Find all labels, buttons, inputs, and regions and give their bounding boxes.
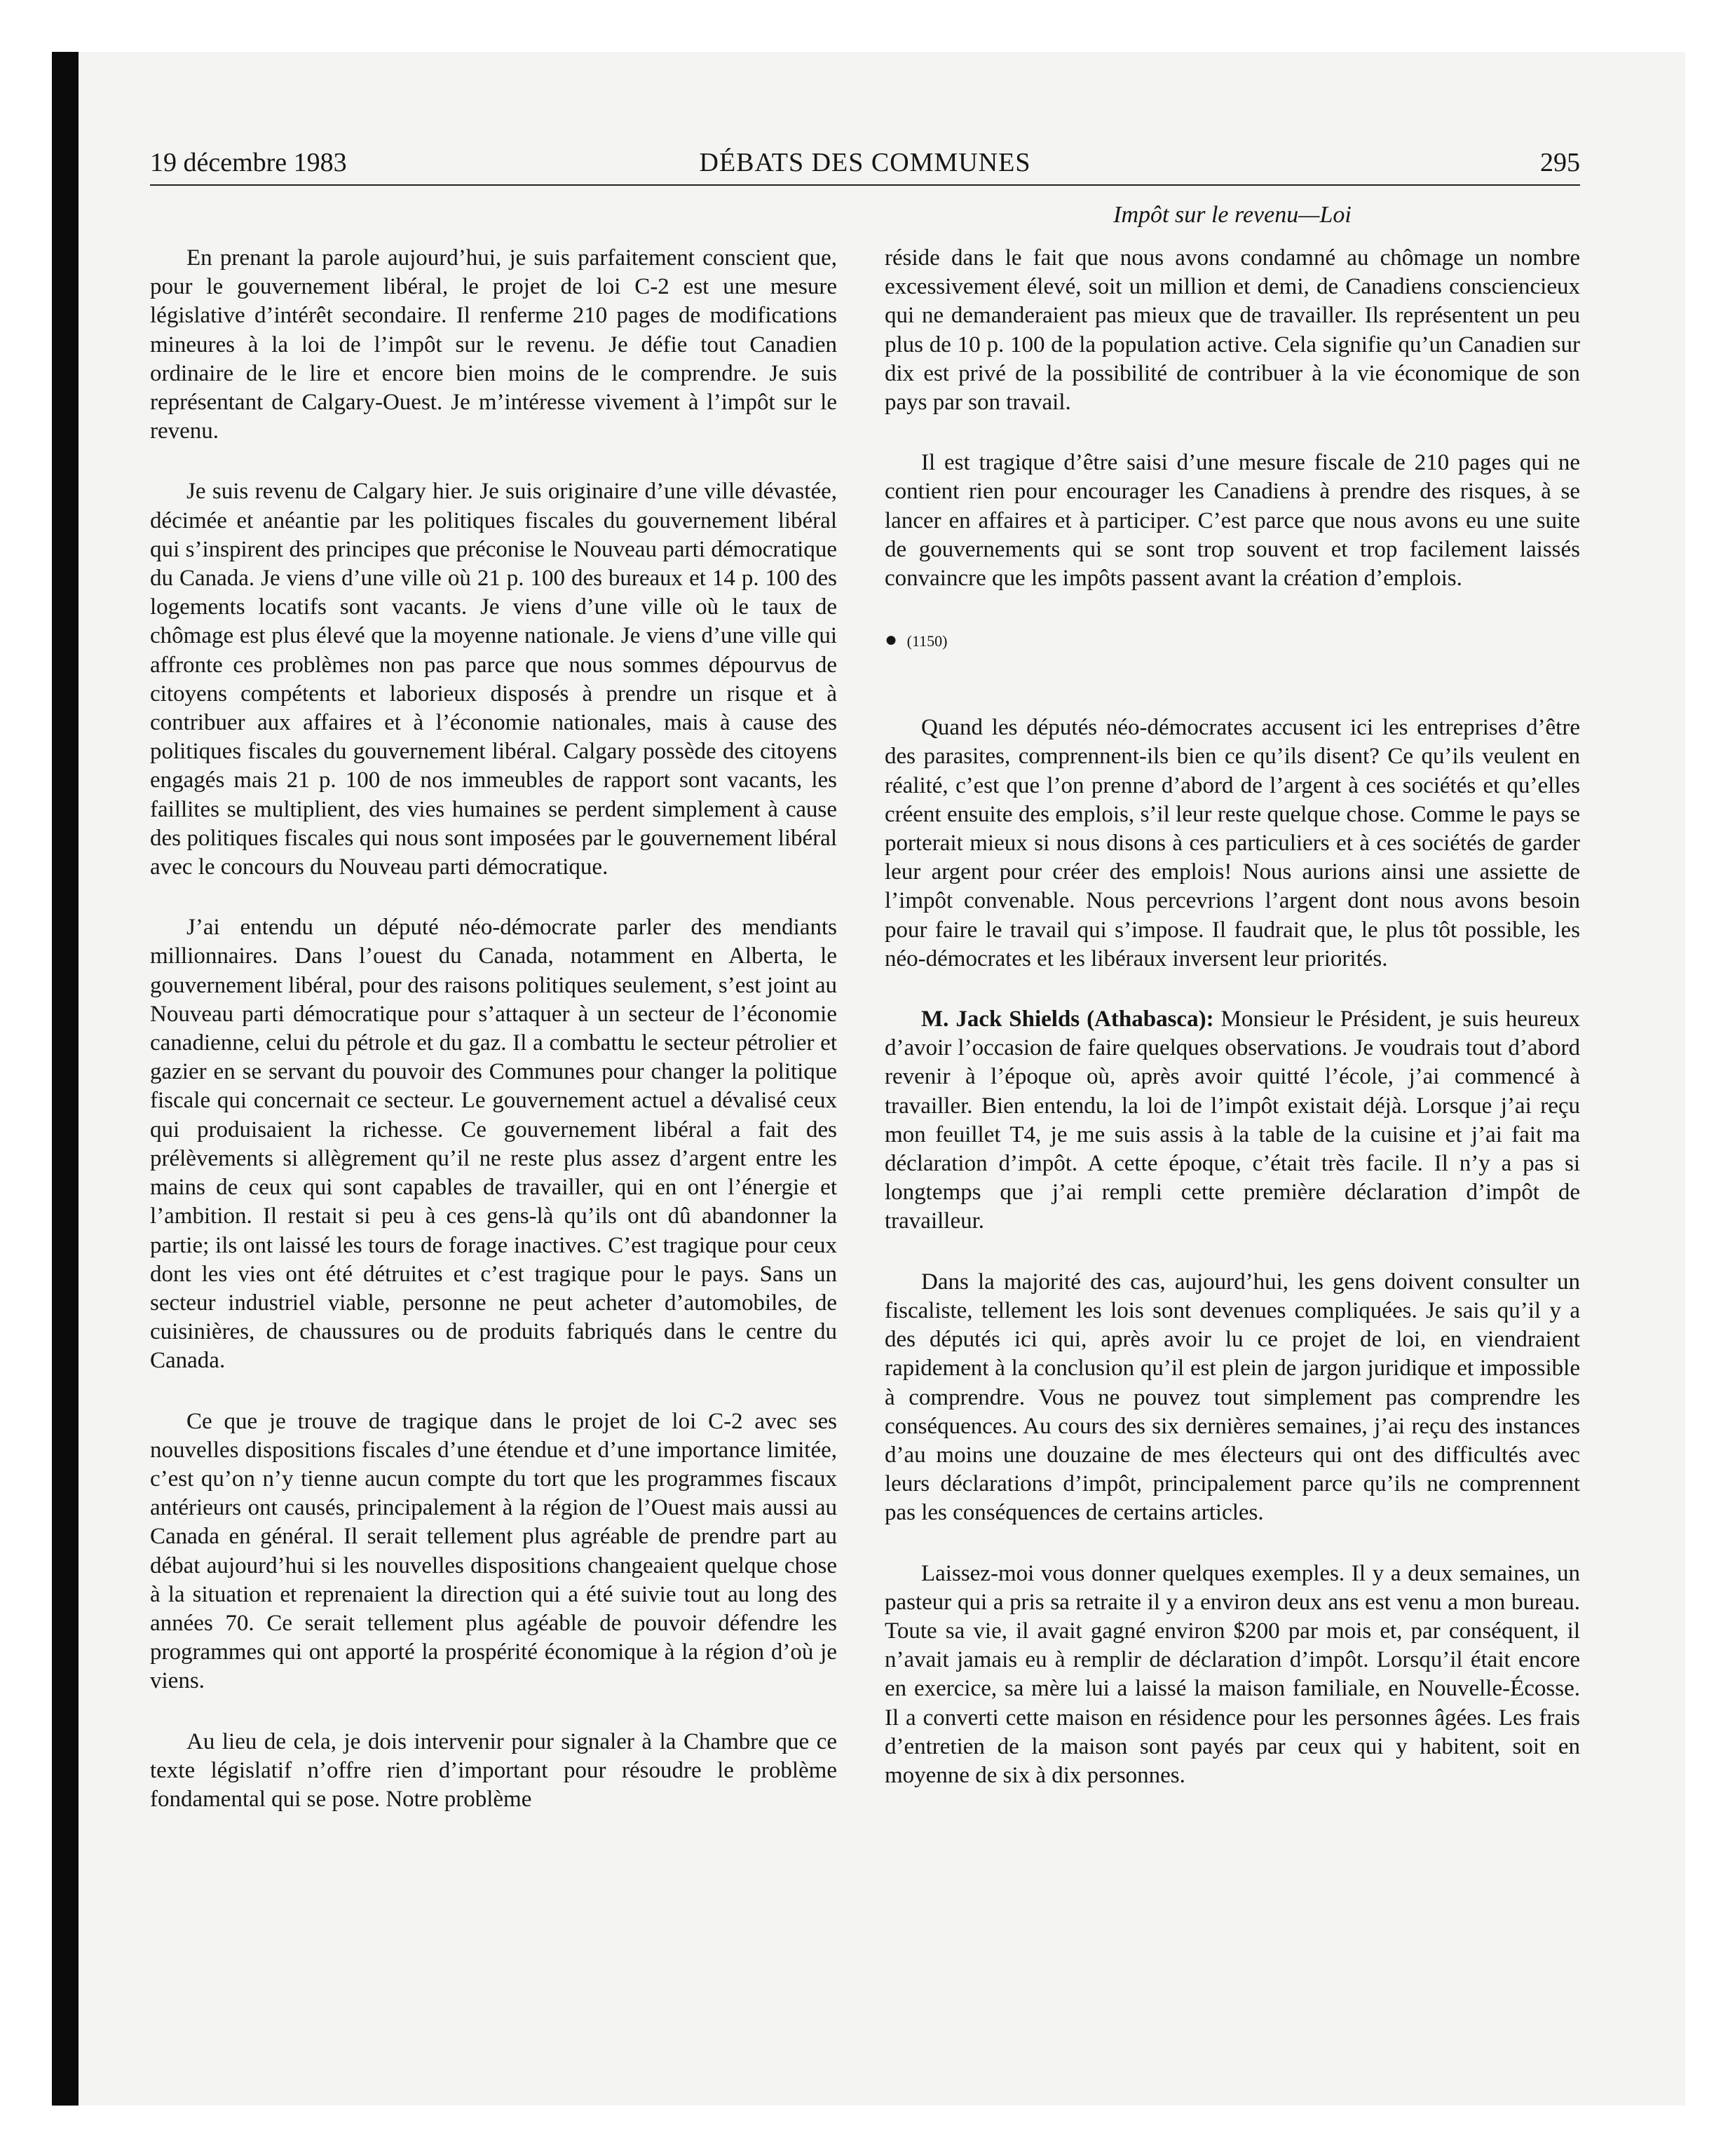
page-number: 295 (1540, 148, 1580, 177)
header-date: 19 décembre 1983 (150, 148, 347, 177)
paragraph: Je suis revenu de Calgary hier. Je suis originaire d’une ville dévastée, décimée et anéantie par les politiques fiscales du gouvernement libéral qui s’inspirent des principes que préconise le Nouveau parti démocratique du Canada. Je viens d’une ville où 21 p. 100 des bureaux et 14 p. 100 des logements locatifs sont vacants. Je viens d’une ville où le taux de chômage est plus élevé que la moyenne nationale. Je viens d’une ville qui affronte ces problèmes non pas parce que nous sommes dépourvus de citoyens compétents et laborieux disposés à prendre un risque et à contribuer aux affaires et à l’économie nationales, mais à cause des politiques fiscales du gouvernement libéral. Calgary possède des citoyens engagés mais 21 p. 100 de nos immeubles de rapport sont vacants, les faillites se multiplient, des vies humaines se perdent simplement à cause des politiques fiscales qui nous sont imposées par le gouvernement libéral avec le concours du Nouveau parti démocratique. (150, 479, 837, 880)
paragraph-continued: réside dans le fait que nous avons condamné au chômage un nombre excessivement élevé, soit un million et demi, de Canadiens consciencieux qui ne demanderaient pas mieux que de travailler. Ils représentent un peu plus de 10 p. 100 de la population active. Cela signifie qu’un Canadien sur dix est privé de la possibilité de contribuer à la vie économique de son pays par son travail. (885, 245, 1580, 416)
paragraph: Quand les députés néo-démocrates accusent ici les entreprises d’être des parasites, comprennent-ils bien ce qu’ils disent? Ce qu’ils veulent en réalité, c’est que l’on prenne d’abord de l’argent à ces sociétés et qu’elles créent ensuite des emplois, s’il leur reste quelque chose. Comme le pays se porterait mieux si nous disons à ces particuliers et à ces sociétés de garder leur argent pour créer des emplois! Nous aurions ainsi une assiette de l’impôt convenable. Nous percevrions l’argent dont nous avons besoin pour faire le travail qui s’impose. Il faudrait que, le plus tôt possible, les néo-démocrates et les libéraux inversent leur priorités. (885, 715, 1580, 971)
right-column (885, 244, 1580, 1822)
paragraph: J’ai entendu un député néo-démocrate parler des mendiants millionnaires. Dans l’ouest du Canada, notamment en Alberta, le gouvernement libéral, pour des raisons politiques seulement, s’est joint au Nouveau parti démocratique pour s’attaquer à un secteur de l’économie canadienne, celui du pétrole et du gaz. Il a combattu le secteur pétrolier et gazier en se servant du pouvoir des Communes pour changer la politique fiscale qui concernait ce secteur. Le gouvernement actuel a dévalisé ceux qui produisaient la richesse. Ce gouvernement libéral a fait des prélèvements si allègrement qu’il ne reste plus assez d’argent entre les mains de ceux qui sont capables de travailler, qui en ont l’énergie et l’ambition. Il restait si peu à ces gens-là qu’ils ont dû abandonner la partie; ils ont laissé les tours de forage inactives. C’est tragique pour ceux dont les vies ont été détruites et c’est tragique pour le pays. Sans un secteur industriel viable, personne ne peut acheter d’automobiles, de cuisinières, de chaussures ou de produits fabriqués dans le centre du Canada. (150, 915, 837, 1374)
binding-edge (52, 52, 79, 2106)
paragraph: Ce que je trouve de tragique dans le projet de loi C-2 avec ses nouvelles dispositions fiscales d’une étendue et d’une importance limitée, c’est qu’on n’y tienne aucun compte du tort que les programmes fiscaux antérieurs ont causés, principalement à la région de l’Ouest mais aussi au Canada en général. Il serait tellement plus agréable de prendre part au débat aujourd’hui si les nouvelles dispositions changeaient quelque chose à la situation et reprenaient la direction qui a été suivie tout au long des années 70. Ce serait tellement plus agéable de pouvoir défendre les programmes qui ont apporté la prospérité économique à la région d’où je viens. (150, 1408, 837, 1694)
publication-title: DÉBATS DES COMMUNES (699, 148, 1031, 177)
time-stamp: (1150) (906, 632, 948, 650)
left-column (150, 244, 837, 1845)
paragraph: Dans la majorité des cas, aujourd’hui, les gens doivent consulter un fiscaliste, tellement les lois sont devenues compliquées. Je sais qu’il y a des députés ici qui, après avoir lu ce projet de loi, en viendraient rapidement à la conclusion qu’il est plein de jargon juridique et impossible à comprendre. Vous ne pouvez tout simplement pas comprendre les conséquences. Au cours des six dernières semaines, j’ai reçu des instances d’au moins une douzaine de mes électeurs qui ont des difficultés avec leurs déclarations d’impôt, principalement parce qu’ils ne comprennent pas les conséquences de certains articles. (885, 1269, 1580, 1526)
header-rule (150, 184, 1580, 186)
paragraph: Il est tragique d’être saisi d’une mesure fiscale de 210 pages qui ne contient rien pour encourager les Canadiens à prendre des risques, à se lancer en affaires et à participer. C’est parce que nous avons eu une suite de gouvernements qui se sont trop souvent et trop facilement laissés convaincre que les impôts passent avant la création d’emplois. (885, 450, 1580, 592)
speech-text: Monsieur le Président, je suis heureux d’avoir l’occasion de faire quelques observations. Je voudrais tout d’abord revenir à l’époque où, après avoir quitté l’école, j’ai commencé à travailler. Bien entendu, la loi de l’impôt existait déjà. Lorsque j’ai reçu mon feuillet T4, je me suis assis à la table de la cuisine et j’ai fait ma déclaration d’impôt. A cette époque, c’était très facile. Il n’y a pas si longtemps que j’ai rempli cette première déclaration d’impôt de travailleur. (885, 1007, 1580, 1234)
speaker-name: M. Jack Shields (Athabasca): (921, 1007, 1214, 1032)
speaker-paragraph (885, 1005, 1580, 1236)
paragraph: En prenant la parole aujourd’hui, je suis parfaitement conscient que, pour le gouvernement libéral, le projet de loi C-2 est une mesure législative d’intérêt secondaire. Il renferme 210 pages de modifications mineures à la loi de l’impôt sur le revenu. Je défie tout Canadien ordinaire de le lire et encore bien moins de le comprendre. Je suis représentant de Calgary-Ouest. Je m’intéresse vivement à l’impôt sur le revenu. (150, 245, 837, 444)
paragraph: Au lieu de cela, je dois intervenir pour signaler à la Chambre que ce texte législatif n’offre rien d’important pour résoudre le problème fondamental qui se pose. Notre problème (150, 1728, 837, 1812)
page-header (150, 147, 1580, 186)
section-title: Impôt sur le revenu—Loi (1113, 202, 1352, 228)
time-marker (885, 629, 1580, 652)
bullet-icon: ● (885, 628, 898, 652)
paragraph: Laissez-moi vous donner quelques exemples. Il y a deux semaines, un pasteur qui a pris sa retraite il y a environ deux ans est venu a mon bureau. Toute sa vie, il avait gagné environ $200 par mois et, par conséquent, il n’avait jamais eu à remplir de déclaration d’impôt. Lorsqu’il était encore en exercice, sa mère lui a laissé la maison familiale, en Nouvelle-Écosse. Il a converti cette maison en résidence pour les personnes âgées. Les frais d’entretien de la maison sont payés par ceux qui y habitent, soit en moyenne de six à dix personnes. (885, 1560, 1580, 1788)
